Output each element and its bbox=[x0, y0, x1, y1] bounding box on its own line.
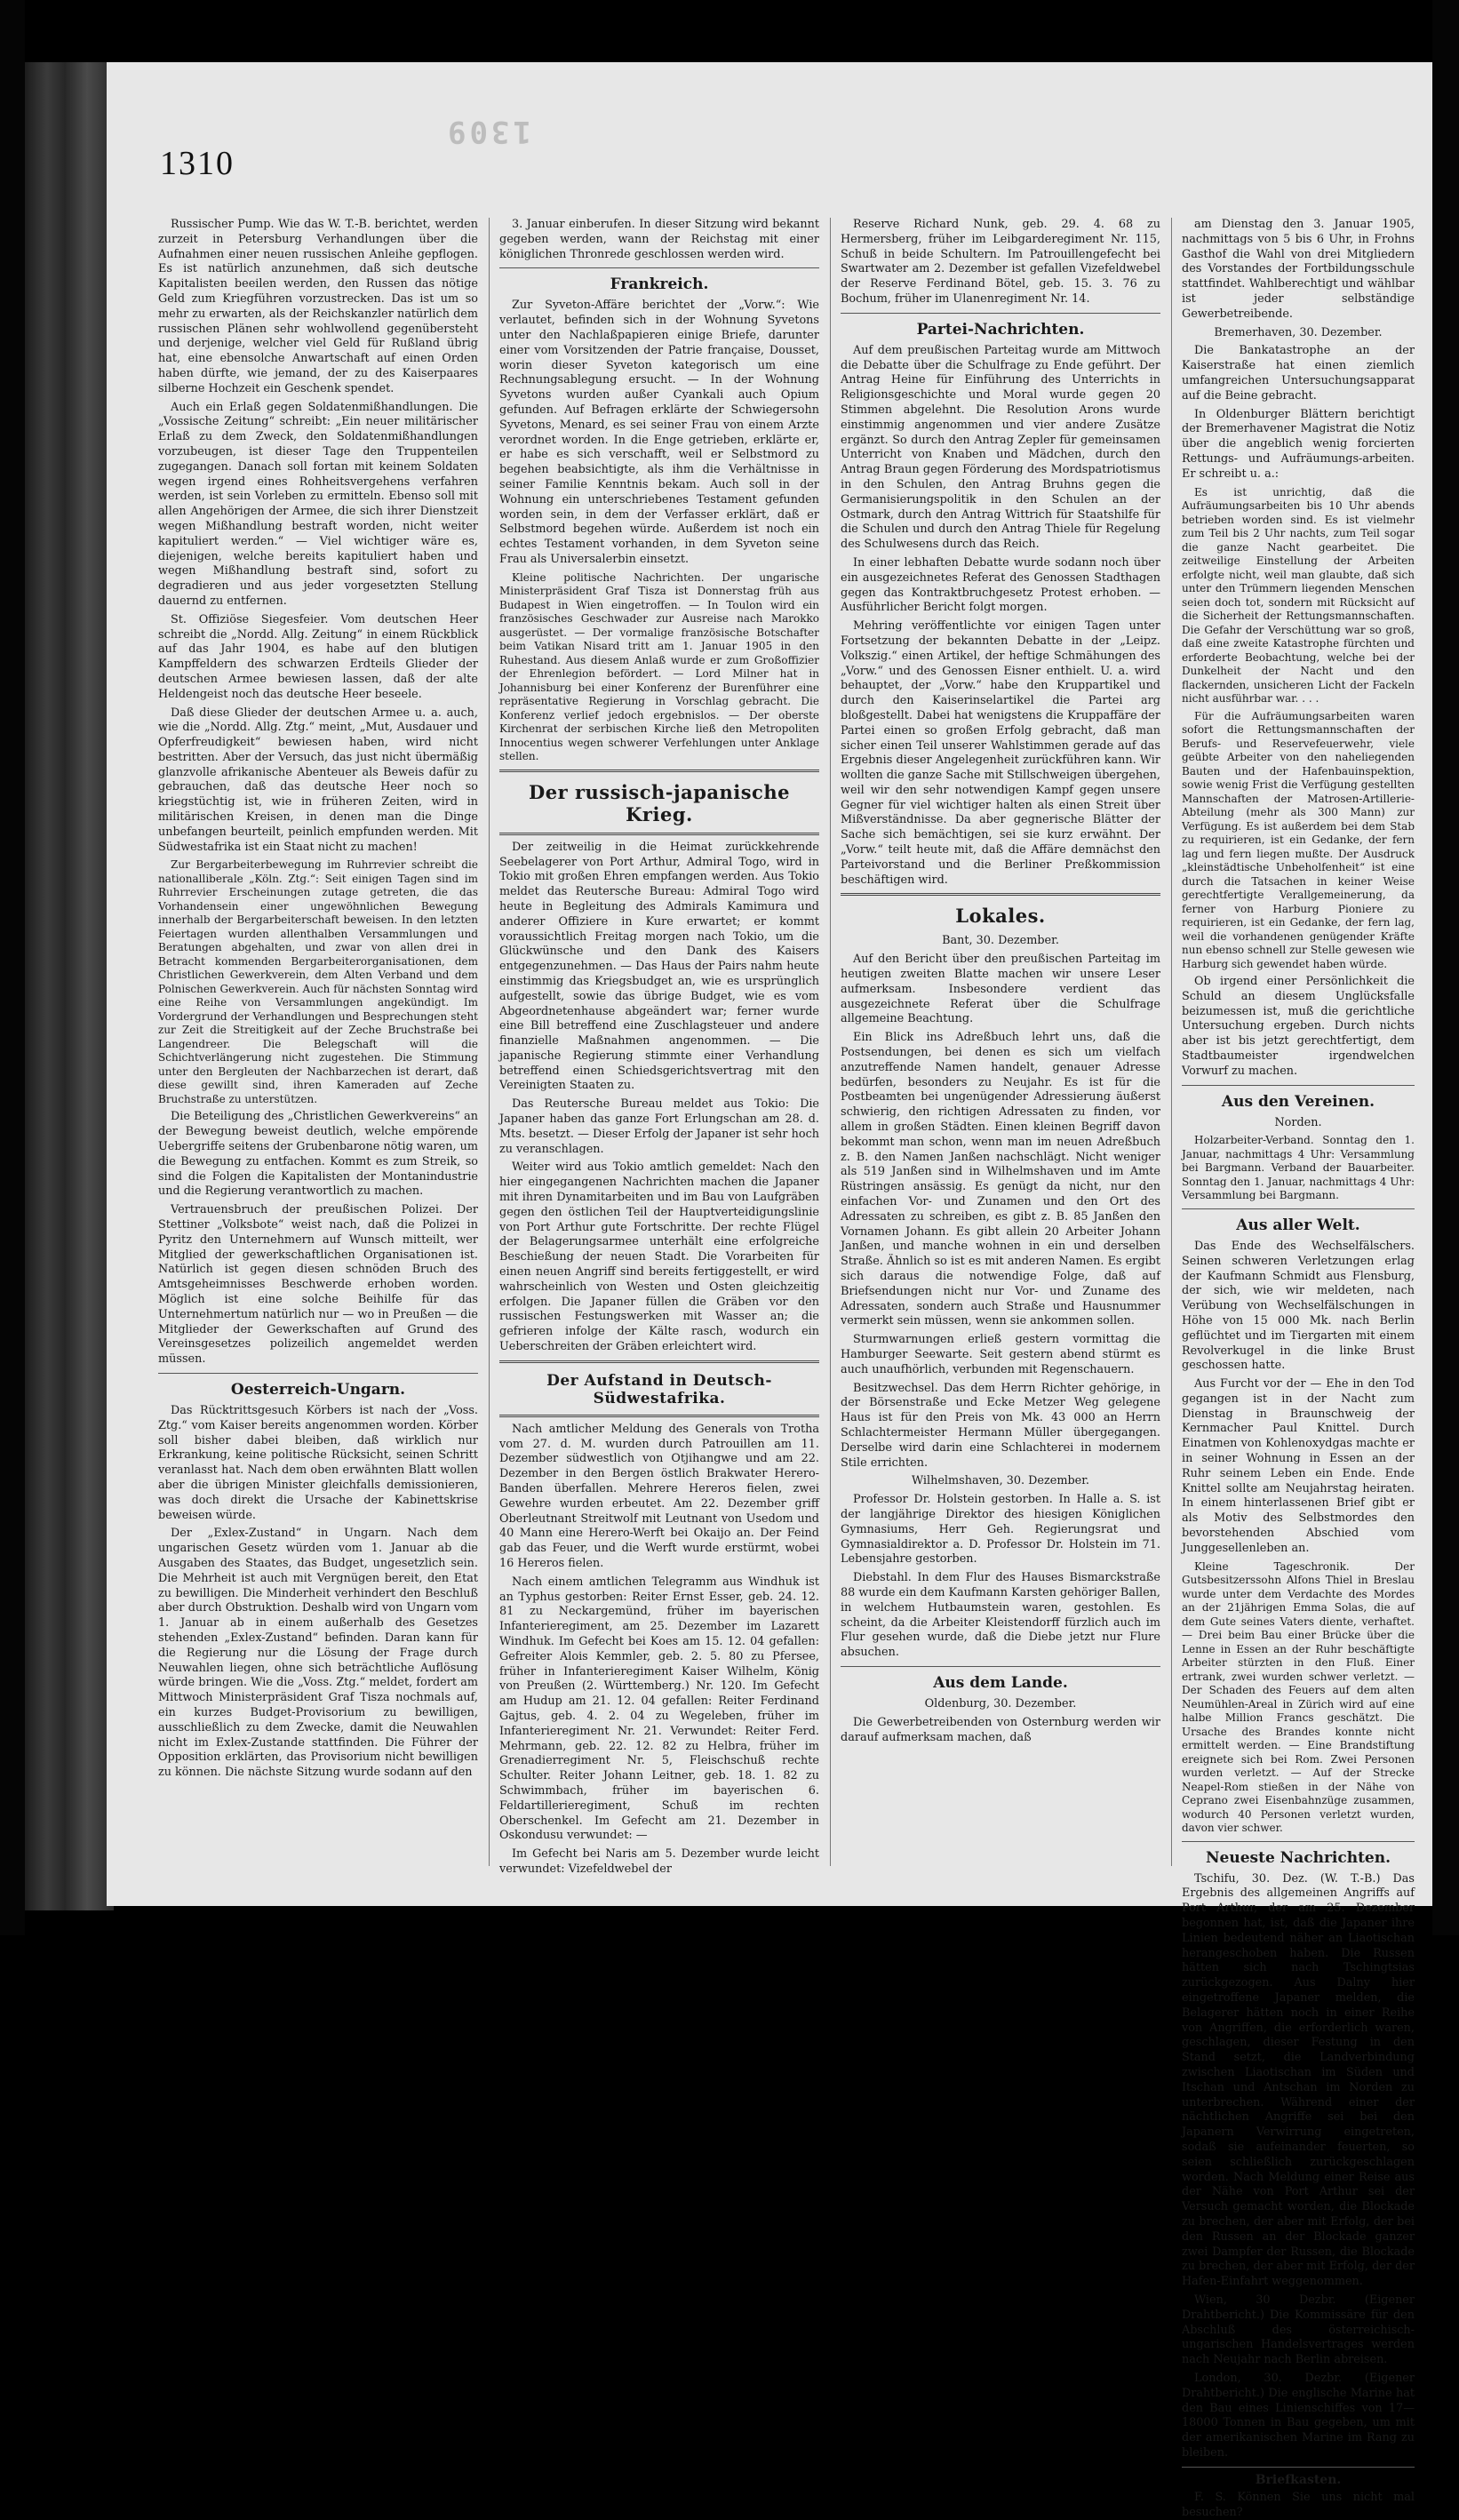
article-fortbildungsschule: am Dienstag den 3. Januar 1905, nachmittags von 5 bis 6 Uhr, in Frohns Gasthof die Wahl von drei Mitgliedern des Vorstandes der Fortbildungsschule stattfindet. Wahlberechtigt und wählbar ist jeder selbständige Gewerbetreibende. bbox=[1182, 218, 1415, 321]
article-exlex: Der „Exlex-Zustand“ in Ungarn. Nach dem ungarischen Gesetz würden vom 1. Januar ab die Ausgaben des Staates, das Budget, ungesetzlich sein. Die Mehrheit ist auch mit Vergnügen bereit, den Etat zu bewilligen. Die Minderheit verhindert den Beschluß aber durch Obstruktion. Deshalb wird von Ungarn vom 1. Januar ab in einem außerhalb des Gesetzes stehenden „Exlex-Zustand“ befinden. Daran kann für die Regierung nur die Lösung der Frage durch Neuwahlen liegen, ohne sich beträchtliche Auflösung würde bringen. Wie die „Voss. Ztg.“ meldet, fordert am Mittwoch Ministerpräsident Graf Tisza nochmals auf, ein kurzes Budget-Provisorium zu bewilligen, ausschließlich zu dem Zwecke, damit die Neuwahlen nicht im Exlex-Zustande stattfinden. Die Führer der Opposition erklärten, das Provisorium nicht bewilligen zu können. Die nächste Sitzung wurde sodann auf den bbox=[158, 1527, 478, 1780]
article-verluste: Nach einem amtlichen Telegramm aus Windhuk ist an Typhus gestorben: Reiter Ernst Esser, geb. 24. 12. 81 zu Neckargemünd, früher im bayerischen Infanterieregiment, am 25. Dezember im Lazarett Windhuk. Im Gefecht bei Koes am 15. 12. 04 gefallen: Gefreiter Alois Kemmler, geb. 2. 5. 80 zu Pfersee, früher in Infanterieregiment Kaiser Wilhelm, König von Preußen (2. Württemberg.) Nr. 120. Im Gefecht am Hudup am 21. 12. 04 gefallen: Reiter Ferdinand Gajtus, geb. 4. 2. 04 zu Wegeleben, früher im Infanterieregiment Nr. 21. Verwundet: Reiter Ferd. Mehrmann, geb. 22. 12. 82 zu Helbra, früher im Grenadierregiment Nr. 5, Fleischschuß rechte Schulter. Reiter Johann Leitner, geb. 18. 1. 82 zu Schwimmbach, früher im bayerischen 6. Feldartillerieregiment, Schuß im rechten Oberschenkel. Im Gefecht am 21. Dezember in Oskondusu verwundet: — bbox=[499, 1575, 819, 1843]
divider bbox=[1182, 2467, 1415, 2468]
article-togo: Der zeitweilig in die Heimat zurückkehrende Seebelagerer von Port Arthur, Admiral Togo, wird in Tokio mit großen Ehren empfangen werden. Aus Tokio meldet das Reutersche Bureau: Admiral Togo wird heute in Begleitung des Admirals Kamimura und anderer Offiziere in Kure erwartet; er kommt voraussichtlich Freitag morgen nach Tokio, um die Glückwünsche und den Dank des Kaisers entgegenzunehmen. — Das Haus der Pairs nahm heute einstimmig das Kriegsbudget an, wie es ursprünglich aufgestellt, sowie das übrige Budget, wie es vom Abgeordnetenhause abgeändert war; ferner wurde eine Bill betreffend eine Zuschlagsteuer und andere finanzielle Maßnahmen angenommen. — Die japanische Regierung stimmte einer Verhandlung betreffend einen Schiedsgerichtsvertrag mit den Vereinigten Staaten zu. bbox=[499, 840, 819, 1093]
divider bbox=[1182, 1208, 1415, 1209]
article-reichstag: 3. Januar einberufen. In dieser Sitzung wird bekannt gegeben werden, wann der Reichstag mit einer königlichen Thronrede geschlossen werden wird. bbox=[499, 218, 819, 261]
dateline-wilhelmshaven: Wilhelmshaven, 30. Dezember. bbox=[911, 1474, 1090, 1488]
article-kleine-politische: Kleine politische Nachrichten. Der ungarische Ministerpräsident Graf Tisza ist Donnerstag früh aus Budapest in Wien eingetroffen. — In Toulon wird ein französisches Geschwader zur Ausreise nach Marokko ausgerüstet. — Der vormalige französische Botschafter beim Vatikan Nisard tritt am 1. Januar 1905 in den Ruhestand. Aus diesem Anlaß wurde er zum Großoffizier der Ehrenlegion befördert. — Lord Milner hat in Johannisburg bei einer Konferenz der Burenführer eine repräsentative Regierung in Vorschlag gebracht. Die Konferenz verlief jedoch ergebnislos. — Der oberste Kirchenrat der serbischen Kirche ließ den Metropoliten Innocentius wegen schwerer Verfehlungen unter Anklage stellen. bbox=[499, 570, 819, 763]
article-wechselfaelscher: Das Ende des Wechselfälschers. Seinen schweren Verletzungen erlag der Kaufmann Schmidt aus Flensburg, der sich, wie wir meldeten, nach Verübung von Wechselfälschungen in Höhe von 15 000 Mk. nach Berlin geflüchtet und im Tiergarten mit einem Revolverkugel in die linke Brust geschossen hatte. bbox=[1182, 1239, 1415, 1373]
section-heading-frankreich: Frankreich. bbox=[610, 275, 709, 294]
column-1 bbox=[158, 218, 478, 1870]
page-edge bbox=[1432, 0, 1459, 1935]
divider bbox=[841, 313, 1160, 314]
newspaper-page bbox=[107, 62, 1432, 2519]
article-untersuchung: Ob irgend einer Persönlichkeit die Schuld an diesem Unglücksfalle beizumessen ist, muß die gerichtliche Untersuchung ergeben. Durch nichts aber ist bis jetzt gerechtfertigt, dem Stadtbaumeister irgendwelchen Vorwurf zu machen. bbox=[1182, 975, 1415, 1078]
article-magistrat: In Oldenburger Blättern berichtigt der Bremerhavener Magistrat die Notiz über die angeblich wenig forcierten Rettungs- und Aufräumungs-arbeiten. Er schreibt u. a.: bbox=[1182, 407, 1415, 481]
article-gewerkverein: Die Beteiligung des „Christlichen Gewerkvereins“ an der Bewegung beweist deutlich, welche empörende Uebergriffe seitens der Grubenbarone nötig waren, um die Bewegung zu entfachen. Kommt es zum Streik, so sind die Folgen die Kapitalisten der Montanindustrie und die Regierung verantwortlich zu machen. bbox=[158, 1110, 478, 1199]
article-siegesfeier: St. Offiziöse Siegesfeier. Vom deutschen Heer schreibt die „Nordd. Allg. Zeitung“ in einem Rückblick auf das Jahr 1904, es habe auf den blutigen Kampffeldern des schwarzen Erdteils Glieder der deutschen Armee bewiesen lassen, daß der alte Heldengeist noch das deutsche Heer beseele. bbox=[158, 612, 478, 701]
article-wien: Wien, 30 Dezbr. (Eigener Drahtbericht.) Die Kommissäre für den Abschluß des österreichisch-ungarischen Handelsvertrages werden nach Neujahr nach Berlin abreisen. bbox=[1182, 2293, 1415, 2367]
divider bbox=[499, 833, 819, 835]
article-vertrauensbruch: Vertrauensbruch der preußischen Polizei. Der Stettiner „Volksbote“ weist nach, daß die Polizei in Pyritz den Unternehmern auf Wunsch mitteilt, wer Mitglied der gewerkschaftlichen Organisationen ist. Natürlich ist gegen diesen schnöden Bruch des Amtsgeheimnisses Beschwerde erhoben worden. Möglich ist eine solche Beihilfe für das Unternehmertum natürlich nur — wo in Preußen — die Mitglieder der Gewerkschaften auf Grund des Vereinsgesetzes polizeilich angemeldet werden müssen. bbox=[158, 1203, 478, 1367]
article-adressbuch: Ein Blick ins Adreßbuch lehrt uns, daß die Postsendungen, bei denen es sich um vielfach anzutreffende Namen handelt, genauer Adresse bedürfen, besonders zu Neujahr. Es ist für die Postbeamten bei ungenügender Adressierung äußerst schwierig, den richtigen Adressaten zu finden, vor allem in großen Städten. Einen kleinen Begriff davon bekommt man schon, wenn man im neuen Adreßbuch z. B. den Namen Janßen nachschlägt. Nicht weniger als 519 Janßen sind in Wilhelmshaven und im Amte Rüstringen ansässig. Es genügt da nicht, nur den einfachen Vor- und Zunamen und den Ort des Adressaten zu schreiben, es gibt z. B. 85 Janßen den Vornamen Johann. Es gibt allein 20 Arbeiter Johann Janßen, und manche wohnen in ein und derselben Straße. Ähnlich so ist es mit anderen Namen. Es ergibt sich daraus die notwendige Folge, daß auf Briefsendungen nicht nur Vor- und Zuname des Adressaten, sondern auch Straße und Hausnummer vermerkt sein müssen, wenn sie ankommen sollen. bbox=[841, 1031, 1160, 1328]
article-syveton: Zur Syveton-Affäre berichtet der „Vorw.“: Wie verlautet, befinden sich in der Wohnung Syvetons unter den Nachlaßpapieren einige Briefe, darunter einer vom Vorsitzenden der Patrie française, Dousset, worin dieser Syveton kategorisch um eine Rechnungsablegung ersucht. — In der Wohnung Syvetons wurden außer Cyankali auch Opium gefunden. Auf Befragen erklärte der Schwiegersohn Syvetons, Menard, es sei seiner Frau von einem Arzte verordnet worden. In die Enge getrieben, erklärte er, er habe es sich verschafft, weil er Selbstmord zu begehen beabsichtigte, als ihm die Verhältnisse in seiner Familie Kenntnis bekam. Auch soll in der Wohnung ein unterschriebenes Testament gefunden worden sein, in dem der Verfasser erklärt, daß er Selbstmord begehen würde. Außerdem ist noch ein echtes Testament vorhanden, in dem Syveton seine Frau als Universalerbin einsetzt. bbox=[499, 299, 819, 566]
article-naris: Im Gefecht bei Naris am 5. Dezember wurde leicht verwundet: Vizefeldwebel der bbox=[499, 1847, 819, 1876]
divider bbox=[841, 893, 1160, 896]
article-bankatastrophe: Die Bankatastrophe an der Kaiserstraße hat einen ziemlich umfangreichen Untersuchungsapparat auf die Beine gebracht. bbox=[1182, 344, 1415, 403]
section-heading-aus-dem-lande: Aus dem Lande. bbox=[933, 1673, 1068, 1692]
divider bbox=[158, 1373, 478, 1374]
article-london: London, 30. Dezbr. (Eigener Drahtbericht.) Die englische Marine hat den Bau eines Linienschiffes von 17—18000 Tonnen in Bau gegeben, um mit der amerikanischen Marine im Rang zu bleiben. bbox=[1182, 2371, 1415, 2460]
divider bbox=[841, 1666, 1160, 1667]
article-osternburg: Die Gewerbetreibenden von Osternburg werden wir darauf aufmerksam machen, daß bbox=[841, 1715, 1160, 1744]
article-sturmwarnungen: Sturmwarnungen erließ gestern vormittag die Hamburger Seewarte. Seit gestern abend stürmt es auch unaufhörlich, verbunden mit Regenschauern. bbox=[841, 1333, 1160, 1376]
divider bbox=[499, 1360, 819, 1363]
article-tschifu: Tschifu, 30. Dez. (W. T.-B.) Das Ergebnis des allgemeinen Angriffs auf Port Arthur, der am 25. Dezember begonnen hat, ist, daß die Japaner ihre Linien bedeutend näher an Liaotischan herangeschoben haben. Die Russen hätten sich nach Tschingtsias zurückgezogen. Aus Dalny hier eingetroffene Japaner melden, die Belagerer hätten noch in einer Reihe von Angriffen, die erforderlich waren, geschlagen, dieser Festung in den Stand setzt, die Landverbindung zwischen Liaotischan im Süden und Itschan und Antschan im Norden zu unterbrechen. Während einer der nächtlichen Angriffe sei bei den Japanern Verwirrung eingetreten, sodaß sie aufeinander feuerten, so seien schließlich zurückgeschlagen worden. Nach Meldung einer Reise aus der Nähe von Port Arthur sei der Versuch gemacht worden, die Blockade zu brechen, der aber mit Erfolg, der bei den Russen an der Blockade ganzer zwei Dampfer der Russen, die Blockade zu brechen, der aber mit Erfolg, der der Hafen-Einfahrt weggenommen. bbox=[1182, 1871, 1415, 2289]
section-heading-neueste-nachrichten: Neueste Nachrichten. bbox=[1205, 1848, 1391, 1867]
article-furcht-vor-ehe: Aus Furcht vor der — Ehe in den Tod gegangen ist in der Nacht zum Dienstag in Braunschweig der Kernmacher Paul Knittel. Durch Einatmen von Kohlenoxydgas machte er in seiner Wohnung in Essen an der Ruhr seinem Leben ein Ende. Ende Knittel sollte am Neujahrstag heiraten. In einem hinterlassenen Brief gibt er als Motiv des Selbstmordes den bevorstehenden Abschied vom Junggesellenleben an. bbox=[1182, 1377, 1415, 1555]
article-russischer-pump: Russischer Pump. Wie das W. T.-B. berichtet, werden zurzeit in Petersburg Verhandlungen über die Aufnahmen einer neuen russischen Anleihe gepflogen. Es ist natürlich anzunehmen, daß sich deutsche Kapitalisten beeilen werden, den Russen das nötige Geld zum Kriegführen vorzustrecken. Das ist um so mehr zu erwarten, als der Reichskanzler natürlich dem russischen Plänen sehr wohlwollend gegenübersteht und derjenige, welcher viel Geld für Rußland übrig hat, eine ebensolche Anwartschaft auf einen Orden haben dürfte, wie jemand, der zu des Kaiserpaares silberne Hochzeit ein Geschenk spendet. bbox=[158, 218, 478, 395]
book-spine bbox=[0, 0, 25, 1935]
article-diebstahl: Diebstahl. In dem Flur des Hauses Bismarckstraße 88 wurde ein dem Kaufmann Karsten gehöriger Ballen, in welchem Hutbaumstein waren, gestohlen. Es scheint, da die Arbeiter Kleistendorff fürzlich auch im Flur gesehen wurde, daß die Diebe jetzt nur Flure absuchen. bbox=[841, 1571, 1160, 1660]
section-heading-aus-aller-welt: Aus aller Welt. bbox=[1236, 1216, 1360, 1234]
article-besitzwechsel: Besitzwechsel. Das dem Herrn Richter gehörige, in der Börsenstraße und Ecke Metzer Weg gelegene Haus ist für den Preis von Mk. 43 000 an Herrn Schlachtermeister Hermann Müller übergegangen. Derselbe wird darin eine Schlachterei in modernem Stile errichten. bbox=[841, 1381, 1160, 1470]
article-bergarbeiterbewegung: Zur Bergarbeiterbewegung im Ruhrrevier schreibt die nationalliberale „Köln. Ztg.“: Seit einigen Tagen sind im Ruhrrevier Erscheinungen zutage getreten, die das Vorhandensein einer ungewöhnlichen Bewegung innerhalb der Bergarbeiterschaft beweisen. In den letzten Feiertagen wurden allenthalben Versammlungen und Beratungen abgehalten, und zwar von allen drei in Betracht kommenden Bergarbeiterorganisationen, dem Christlichen Gewerkverein, dem Alten Verband und dem Polnischen Gewerkverein. Auch für nächsten Sonntag wird eine Reihe von Versammlungen angekündigt. Im Vordergrund der Verhandlungen und Besprechungen steht zur Zeit die Streitigkeit auf der Zeche Bruchstraße bei Langendreer. Die Belegschaft will die Schichtverlängerung nicht zugestehen. Die Stimmung unter den Bergleuten der Nachbarzechen ist derart, daß diese gewillt sind, ihren Kameraden auf Zeche Bruchstraße zu unterstützen. bbox=[158, 858, 478, 1105]
article-holstein: Professor Dr. Holstein gestorben. In Halle a. S. ist der langjährige Direktor des hiesigen Königlichen Gymnasiums, Herr Geh. Regierungsrat und Gymnasialdirektor a. D. Professor Dr. Holstein im 71. Lebensjahre gestorben. bbox=[841, 1493, 1160, 1567]
divider bbox=[1182, 1085, 1415, 1086]
article-trotha: Nach amtlicher Meldung des Generals von Trotha vom 27. d. M. wurden durch Patrouillen am 11. Dezember südwestlich von Otjihangwe und am 22. Dezember in den Bergen östlich Brakwater Herero-Banden überfallen. Mehrere Hereros fielen, zwei Gewehre wurden erbeutet. Am 22. Dezember griff Oberleutnant Streitwolf mit Leutnant von Usedom und 40 Mann eine Herero-Werft bei Okaijo an. Der Feind gab das Feuer, und die Werft wurde erstürmt, wobei 16 Hereros fielen. bbox=[499, 1422, 819, 1570]
dateline-oldenburg: Oldenburg, 30. Dezember. bbox=[924, 1696, 1077, 1711]
section-heading-oesterreich-ungarn: Oesterreich-Ungarn. bbox=[230, 1381, 406, 1400]
column-2 bbox=[499, 218, 819, 1876]
article-siegesfeier-cont: Daß diese Glieder der deutschen Armee u. a. auch, wie die „Nordd. Allg. Ztg.“ meint, „Mut, Ausdauer und Opferfreudigkeit“ bewiesen haben, wird nicht bestritten. Aber der Versuch, das just nicht übermäßig glanzvolle afrikanische Abenteuer als Beweis dafür zu gebrauchen, daß das deutsche Heer noch so kriegstüchtig ist, wie in früheren Zeiten, wird in militärischen Kreisen, in denen man die Dinge unbefangen beurteilt, peinlich empfunden werden. Mit Südwestafrika ist ein Staat nicht zu machen! bbox=[158, 706, 478, 854]
dateline-bant: Bant, 30. Dezember. bbox=[942, 934, 1059, 948]
article-verluste-cont: Reserve Richard Nunk, geb. 29. 4. 68 zu Hermersberg, früher im Leibgarderegiment Nr. 115, Schuß in beide Schultern. Im Patrouillengefecht bei Swartwater am 2. Dezember ist gefallen Vizefeldwebel der Reserve Ferdinand Bötel, geb. 15. 3. 76 zu Bochum, früher im Ulanenregiment Nr. 14. bbox=[841, 218, 1160, 306]
article-erlungschan: Das Reutersche Bureau meldet aus Tokio: Die Japaner haben das ganze Fort Erlungschan am 28. d. Mts. besetzt. — Dieser Erfolg der Japaner ist sehr hoch zu veranschlagen. bbox=[499, 1097, 819, 1156]
article-mehring: Mehring veröffentlichte vor einigen Tagen unter Fortsetzung der bekannten Debatte in der „Leipz. Volkszig.“ einen Artikel, der heftige Schmähungen des „Vorw.“ und des Genossen Eisner enthielt. U. a. wird behauptet, der „Vorw.“ habe den Kruppartikel und durch den Kaiserinselartikel die Partei arg bloßgestellt. Dabei hat wenigstens die Kruppaffäre der Partei einen so großen Erfolg gebracht, daß man sicher einen Teil unserer Wahlstimmen gerade auf das Ergebnis dieser Angelegenheit zurückführen kann. Wir wollten die ganze Sache mit Stillschweigen übergehen, weil wir den sehr notwendigen Kampf gegen unsere Gegner für viel wichtiger halten als einen Streit über Mißverständnisse. Da aber gegnerische Blätter der Sache sich bemächtigen, sei sie kurz erwähnt. Der „Vorw.“ teilt heute mit, daß die Affäre demnächst den Parteivorstand und die Berliner Preßkommission beschäftigen wird. bbox=[841, 619, 1160, 887]
column-rule bbox=[1171, 218, 1172, 1866]
section-heading-russisch-japanisch: Der russisch-japanische Krieg. bbox=[529, 780, 790, 825]
dateline-bremerhaven: Bremerhaven, 30. Dezember. bbox=[1214, 325, 1383, 339]
section-heading-partei-nachrichten: Partei-Nachrichten. bbox=[916, 320, 1085, 339]
column-4 bbox=[1182, 218, 1415, 2519]
article-aufraeumung: Es ist unrichtig, daß die Aufräumungsarbeiten bis 10 Uhr abends betrieben worden sind. Es ist vielmehr zum Teil bis 2 Uhr nachts, zum Teil sogar die ganze Nacht gearbeitet. Die zeitweilige Einstellung der Arbeiten erfolgte nicht, weil man glaubte, daß sich unter den Trümmern liegenden Menschen seien doch tot, sondern mit Rücksicht auf die Sicherheit der Rettungsmannschaften. Die Gefahr der Verschüttung war so groß, daß eine zweite Katastrophe fürchten und erforderte Beobachtung, welche bei der Dunkelheit der Nacht und den flackernden, unsicheren Licht der Fackeln nicht ausführbar war. . . . bbox=[1182, 485, 1415, 706]
article-parteitag: Auf dem preußischen Parteitag wurde am Mittwoch die Debatte über die Schulfrage zu Ende geführt. Der Antrag Heine für Einführung des Unterrichts in Religionsgeschichte und Moral wurde gegen 20 Stimmen abgelehnt. Die Resolution Arons wurde einstimmig angenommen und vier andere Zusätze ergänzt. So durch den Antrag Zepler für gemeinsamen Unterricht von Knaben und Mädchen, durch den Antrag Braun gegen Förderung des Mordspatriotismus in den Schulen, den Antrag Bruhns gegen die Germanisierungspolitik in den Schulen an der Ostmark, durch den Antrag Wittrich für Staatshilfe für die Schulen und durch den Antrag Thiele für Regelung des Schulwesens durch das Reich. bbox=[841, 343, 1160, 552]
section-heading-suedwestafrika: Der Aufstand in Deutsch-Südwestafrika. bbox=[546, 1371, 772, 1408]
section-heading-aus-den-vereinen: Aus den Vereinen. bbox=[1221, 1092, 1375, 1111]
dateline-norden: Norden. bbox=[1274, 1115, 1322, 1129]
article-rettungsmannschaften: Für die Aufräumungsarbeiten waren sofort die Rettungsmannschaften der Berufs- und Reservefeuerwehr, viele geübte Arbeiter von den naheliegenden Bauten und der Hafenbauinspektion, sowie wenig Frist die Verfügung gestellten Mannschaften der Matrosen-Artillerie-Abteilung (mehr als 300 Mann) zur Verfügung. Es ist außerdem bei dem Stab zu requirieren, ist ein Gedanke, der fern lag und fern liegen mußte. Der Ausdruck „kleinstädtische Unbeholfenheit“ ist eine durch die Tatsachen in keiner Weise gerechtfertigte Verallgemeinerung, da ferner von Harburg Pioniere zu requirieren, ist ein Gedanke, der fern lag, weil die vorhandenen genügender Kräfte nun ebenso schnell zur Stelle gewesen wie Harburg sich gewendet haben würde. bbox=[1182, 709, 1415, 970]
divider bbox=[499, 1415, 819, 1417]
section-heading-briefkasten: Briefkasten. bbox=[1255, 2472, 1342, 2487]
article-tageschronik: Kleine Tageschronik. Der Gutsbesitzerssohn Alfons Thiel in Breslau wurde unter dem Verdachte des Mordes an der 21jährigen Emma Solas, die auf dem Gute seines Vaters diente, verhaftet. — Drei beim Bau einer Brücke über die Lenne in Essen an der Ruhr beschäftigte Arbeiter stürzten in den Fluß. Einer ertrank, zwei wurden schwer verletzt. — Der Schaden des Feuers auf dem alten Neumühlen-Areal in Zürich wird auf eine halbe Million Francs geschätzt. Die Ursache des Brandes konnte nicht ermittelt werden. — Eine Brandstiftung ereignete sich bei Rom. Zwei Personen wurden verletzt. — Auf der Strecke Neapel-Rom stießen in der Nähe von Ceprano zwei Eisenbahnzüge zusammen, wodurch 40 Personen verletzt wurden, davon vier schwer. bbox=[1182, 1559, 1415, 1835]
article-port-arthur: Weiter wird aus Tokio amtlich gemeldet: Nach den hier eingegangenen Nachrichten machen die Japaner mit ihren Dynamitarbeiten und im Bau von Laufgräben gegen den östlichen Teil der Hauptverteidigungslinie von Port Arthur gute Fortschritte. Der rechte Flügel der Belagerungsarmee unterhält eine erfolgreiche Beschießung der neuen Stadt. Die Vorarbeiten für einen neuen Angriff sind bereits fertiggestellt, er wird wahrscheinlich von Westen und Osten gleichzeitig erfolgen. Die Japaner füllen die Gräben vor den russischen Festungswerken mit Wasser an; die gefrieren infolge der Kälte rasch, wodurch ein Ueberschreiten der Gräben erleichtert wird. bbox=[499, 1160, 819, 1354]
article-kontraktbruch: In einer lebhaften Debatte wurde sodann noch über ein ausgezeichnetes Referat des Genossen Stadthagen gegen das Kontraktbruchgesetz Protest erhoben. — Ausführlicher Bericht folgt morgen. bbox=[841, 555, 1160, 615]
column-3 bbox=[841, 218, 1160, 1870]
page-number: 1310 bbox=[160, 145, 235, 182]
column-rule bbox=[830, 218, 831, 1866]
article-bericht-parteitag: Auf den Bericht über den preußischen Parteitag im heutigen zweiten Blatte machen wir unsere Leser aufmerksam. Insbesondere verdient das ausgezeichnete Referat über die Schulfrage allgemeine Beachtung. bbox=[841, 953, 1160, 1026]
article-soldatenmisshandlungen: Auch ein Erlaß gegen Soldatenmißhandlungen. Die „Vossische Zeitung“ schreibt: „Ein neuer militärischer Erlaß zu dem Zweck, den Soldatenmißhandlungen vorzubeugen, ist dieser Tage den Truppenteilen zugegangen. Danach soll fortan mit keinem Soldaten wegen irgend eines Rohheitsvergehens verfahren werden, ist sein Vorleben zu ermitteln. Ebenso soll mit allen Angehörigen der Armee, die sich ihrer Dienstzeit wegen Mißhandlung bestraft worden, nicht weiter kapituliert werden.“ — Viel wichtiger wäre es, diejenigen, welche bereits kapituliert haben und wegen Mißhandlung bestraft sind, sofort zu degradieren und aus jeder vorgesetzten Stellung dauernd zu entfernen. bbox=[158, 400, 478, 608]
section-heading-lokales: Lokales. bbox=[955, 905, 1046, 928]
divider bbox=[499, 267, 819, 268]
column-rule bbox=[489, 218, 490, 1866]
article-briefkasten: F. S. Können Sie uns nicht mal besuchen? bbox=[1182, 2490, 1415, 2519]
book-binding-edge bbox=[25, 62, 114, 1910]
divider bbox=[1182, 1841, 1415, 1842]
page-stamp: 1309 bbox=[444, 114, 531, 149]
article-koerber: Das Rücktrittsgesuch Körbers ist nach der „Voss. Ztg.“ vom Kaiser bereits angenommen worden. Körber soll bisher dabei bleiben, daß wirklich nur Erkrankung, keine politische Rücksicht, seinen Schritt veranlasst hat. Nach dem oben erwähnten Blatt wollen aber die übrigen Minister gleichfalls demissionieren, was doch direkt die Ursache der Kabinettskrise beweisen würde. bbox=[158, 1404, 478, 1522]
article-versammlungen: Holzarbeiter-Verband. Sonntag den 1. Januar, nachmittags 4 Uhr: Versammlung bei Bargmann. Verband der Bauarbeiter. Sonntag den 1. Januar, nachmittags 4 Uhr: Versammlung bei Bargmann. bbox=[1182, 1134, 1415, 1202]
divider bbox=[499, 770, 819, 772]
